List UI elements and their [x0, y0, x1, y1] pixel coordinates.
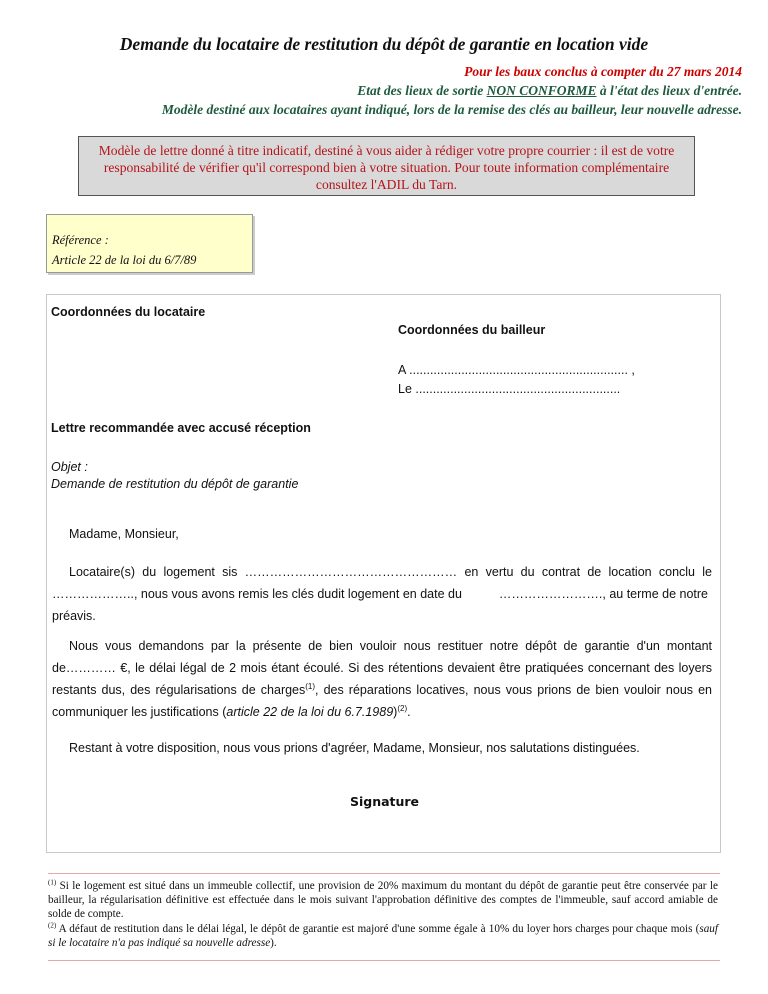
paragraph-keys — [52, 561, 712, 627]
footnote-2-end: ). — [270, 936, 277, 949]
law-reference: article 22 de la loi du 6.7.1989 — [226, 705, 394, 719]
footnote-separator-top — [48, 873, 720, 874]
footnote-2 — [48, 922, 718, 950]
paragraph-keys-line-1: Locataire(s) du logement sis …………………………………………… en vertu du contrat de location conclu le — [69, 565, 712, 579]
paragraph-keys-line-2-right: ……………………., au terme de notre — [498, 587, 708, 601]
reference-box — [46, 214, 253, 273]
subtitle-template-scope: Modèle destiné aux locataires ayant indiqué, lors de la remise des clés au bailleur, leur nouvelle adresse. — [161, 102, 742, 117]
paragraph-keys-line-2-left: ……………….., nous vous avons remis les clés dudit logement en date du — [52, 587, 462, 601]
object-text: Demande de restitution du dépôt de garantie — [51, 477, 299, 491]
subtitle-lease-date: Pour les baux conclus à compter du 27 mars 2014 — [464, 64, 742, 79]
salutation: Madame, Monsieur, — [69, 527, 179, 541]
tenant-coordinates: Coordonnées du locataire — [51, 305, 206, 319]
footnote-ref-2: (2) — [397, 703, 408, 713]
footnote-1-mark: (1) — [48, 878, 57, 887]
footnote-ref-1: (1) — [305, 681, 316, 691]
footnote-2-mark: (2) — [48, 920, 57, 929]
subtitle-non-conforme: NON CONFORME — [486, 83, 597, 98]
letter-body — [46, 294, 721, 853]
object-label: Objet : — [51, 460, 88, 474]
paragraph-deposit-text-b: , des réparations locatives, nous vous prions de bien vouloir nous en communiquer les justifications ( — [52, 683, 712, 719]
signature-label: Signature — [349, 794, 420, 809]
paragraph-keys-line-2 — [52, 583, 712, 605]
place-line: A ............................................................... , — [398, 363, 635, 377]
paragraph-deposit-text-d: . — [407, 705, 411, 719]
document-title: Demande du locataire de restitution du dépôt de garantie en location vide — [119, 34, 649, 54]
paragraph-deposit — [52, 635, 712, 723]
landlord-coordinates: Coordonnées du bailleur — [398, 323, 546, 337]
reference-article: Article 22 de la loi du 6/7/89 — [52, 253, 197, 267]
registered-mail-line: Lettre recommandée avec accusé réception — [51, 421, 311, 435]
subtitle-exit-inventory — [357, 83, 742, 99]
reference-label: Référence : — [52, 233, 109, 247]
footnote-separator-bottom — [48, 960, 720, 961]
subtitle-exit-inventory-post: à l'état des lieux d'entrée. — [596, 83, 742, 98]
paragraph-deposit-text-c: ) — [393, 705, 398, 719]
closing-formula: Restant à votre disposition, nous vous prions d'agréer, Madame, Monsieur, nos salutations distinguées. — [69, 741, 640, 755]
footnote-2-italic: sauf si le locataire n'a pas indiqué sa nouvelle adresse — [48, 922, 718, 949]
notice-box — [78, 136, 695, 196]
paragraph-keys-line-3: préavis. — [52, 609, 96, 623]
footnotes — [48, 879, 718, 950]
footnote-2-text: A défaut de restitution dans le délai légal, le dépôt de garantie est majoré d'une somme égale à 10% du loyer hors charges pour chaque mois ( — [56, 922, 700, 935]
notice-text: Modèle de lettre donné à titre indicatif, destiné à vous aider à rédiger votre propre courrier : il est de votre responsabilité de vérifier qu'il correspond bien à votre situation. Pour toute information complémentaire consultez l'ADIL du Tarn. — [98, 143, 675, 192]
subtitle-exit-inventory-pre: Etat des lieux de sortie — [357, 83, 487, 98]
footnote-1 — [48, 879, 718, 922]
paragraph-deposit-text-a: Nous vous demandons par la présente de bien vouloir nous restituer notre dépôt de garantie d'un montant de………… €, le délai légal de 2 mois étant écoulé. Si des rétentions devaient être pratiquées concernant des loyers restants dus, des régularisations de charges — [52, 639, 712, 697]
footnote-1-text: Si le logement est situé dans un immeuble collectif, une provision de 20% maximum du montant du dépôt de garantie peut être conservée par le bailleur, la régularisation définitive est effectuée dans le mois suivant l'approbation définitive des comptes de l'immeuble, sauf accord amiable de solde de compte. — [48, 880, 718, 921]
date-line: Le ........................................................... — [398, 382, 621, 396]
